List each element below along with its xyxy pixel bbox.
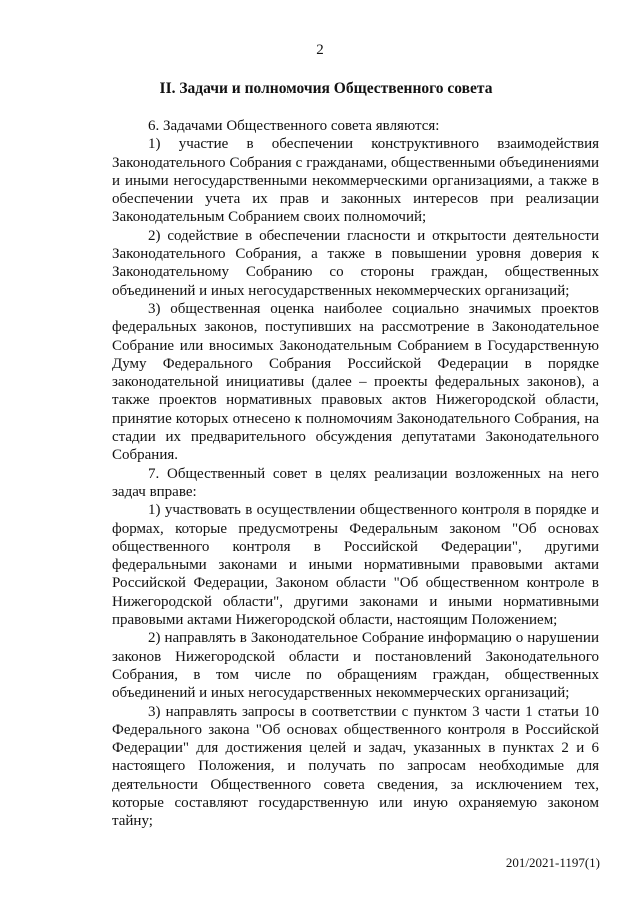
paragraph-tasks-intro: 6. Задачами Общественного совета являются:	[148, 118, 440, 134]
paragraph-task-3: 3) общественная оценка наиболее социально значимых проектов федеральных законов, поступивших на рассмотрение в Законодательное Собрание или вносимых Законодательным Собранием в Государственную Думу Федерального Собрания Российской Федерации в порядке законодательной инициативы (далее – проекты федеральных законов), а также проектов нормативных правовых актов Нижегородской области, принятие которых отнесено к полномочиям Законодательного Собрания, на стадии их предварительного обсуждения депутатами Законодательного Собрания.	[112, 300, 599, 464]
document-body	[112, 117, 599, 831]
paragraph-right-1: 1) участвовать в осуществлении общественного контроля в порядке и формах, которые предусмотрены Федеральным законом "Об основах общественного контроля в Российской Федерации", другими федеральными законами и иными нормативными правовыми актами Российской Федерации, Законом области "Об общественном контроле в Нижегородской области", другими законами и иными нормативными правовыми актами Нижегородской области, настоящим Положением;	[112, 502, 599, 629]
paragraph-task-1: 1) участие в обеспечении конструктивного взаимодействия Законодательного Собрания с гражданами, общественными объединениями и иными негосударственными некоммерческими организациями, а также в обеспечении учета их прав и законных интересов при реализации Законодательным Собранием своих полномочий;	[112, 136, 599, 226]
paragraph-rights-intro: 7. Общественный совет в целях реализации возложенных на него задач вправе:	[112, 465, 599, 500]
paragraph-task-2: 2) содействие в обеспечении гласности и открытости деятельности Законодательного Собрания, а также в повышении уровня доверия к Законодательному Собранию со стороны граждан, общественных объединений и иных негосударственных некоммерческих организаций;	[112, 227, 599, 299]
page-number: 2	[316, 42, 324, 58]
paragraph-right-2: 2) направлять в Законодательное Собрание информацию о нарушении законов Нижегородской области и постановлений Законодательного Собрания, в том числе по обращениям граждан, общественных объединений и иных негосударственных некоммерческих организаций;	[112, 630, 599, 702]
section-title: II. Задачи и полномочия Общественного совета	[159, 80, 493, 97]
document-code: 201/2021-1197(1)	[505, 855, 600, 870]
paragraph-right-3: 3) направлять запросы в соответствии с пунктом 3 части 1 статьи 10 Федерального закона "Об основах общественного контроля в Российской Федерации" для достижения целей и задач, указанных в пунктах 2 и 6 настоящего Положения, и получать по запросам необходимые для деятельности Общественного совета сведения, за исключением тех, которые составляют государственную или иную охраняемую законом тайну;	[112, 703, 599, 830]
